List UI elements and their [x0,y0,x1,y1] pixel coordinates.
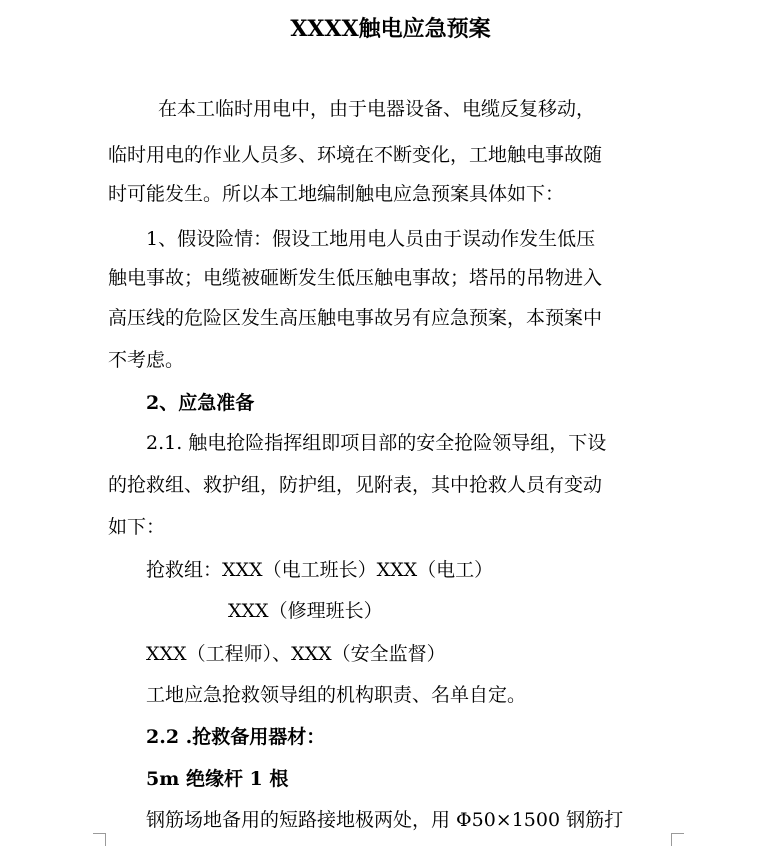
paragraph-line: 5m 绝缘杆 1 根 [146,768,289,790]
paragraph-line: 的抢救组、救护组，防护组，见附表，其中抢救人员有变动 [108,474,603,496]
paragraph-line: 临时用电的作业人员多、环境在不断变化，工地触电事故随 [108,144,603,166]
paragraph-line: 在本工临时用电中，由于电器设备、电缆反复移动， [158,98,596,120]
paragraph-line: XXX（工程师）、XXX（安全监督） [146,643,446,665]
paragraph-line: 抢救组：XXX（电工班长）XXX（电工） [146,559,494,581]
page-corner-mark-left [93,833,106,846]
paragraph-line: 1、假设险情：假设工地用电人员由于误动作发生低压 [146,228,596,250]
paragraph-line: 触电事故；电缆被砸断发生低压触电事故；塔吊的吊物进入 [108,267,603,289]
paragraph-line: 如下： [108,516,166,538]
paragraph-line: 不考虑。 [108,349,185,371]
paragraph-line: XXX（修理班长） [228,600,383,622]
page-corner-mark-right [671,833,684,846]
paragraph-line: 工地应急抢救领导组的机构职责、名单自定。 [146,684,527,706]
section-heading: 2、应急准备 [146,392,255,414]
paragraph-line: 2.1. 触电抢险指挥组即项目部的安全抢险领导组，下设 [146,432,607,454]
paragraph-line: 钢筋场地备用的短路接地极两处，用 Φ50×1500 钢筋打 [146,809,624,831]
section-heading: 2.2 .抢救备用器材： [146,726,326,748]
paragraph-line: 时可能发生。所以本工地编制触电应急预案具体如下： [108,183,565,205]
document-title: XXXX触电应急预案 [290,16,491,42]
paragraph-line: 高压线的危险区发生高压触电事故另有应急预案，本预案中 [108,307,603,329]
